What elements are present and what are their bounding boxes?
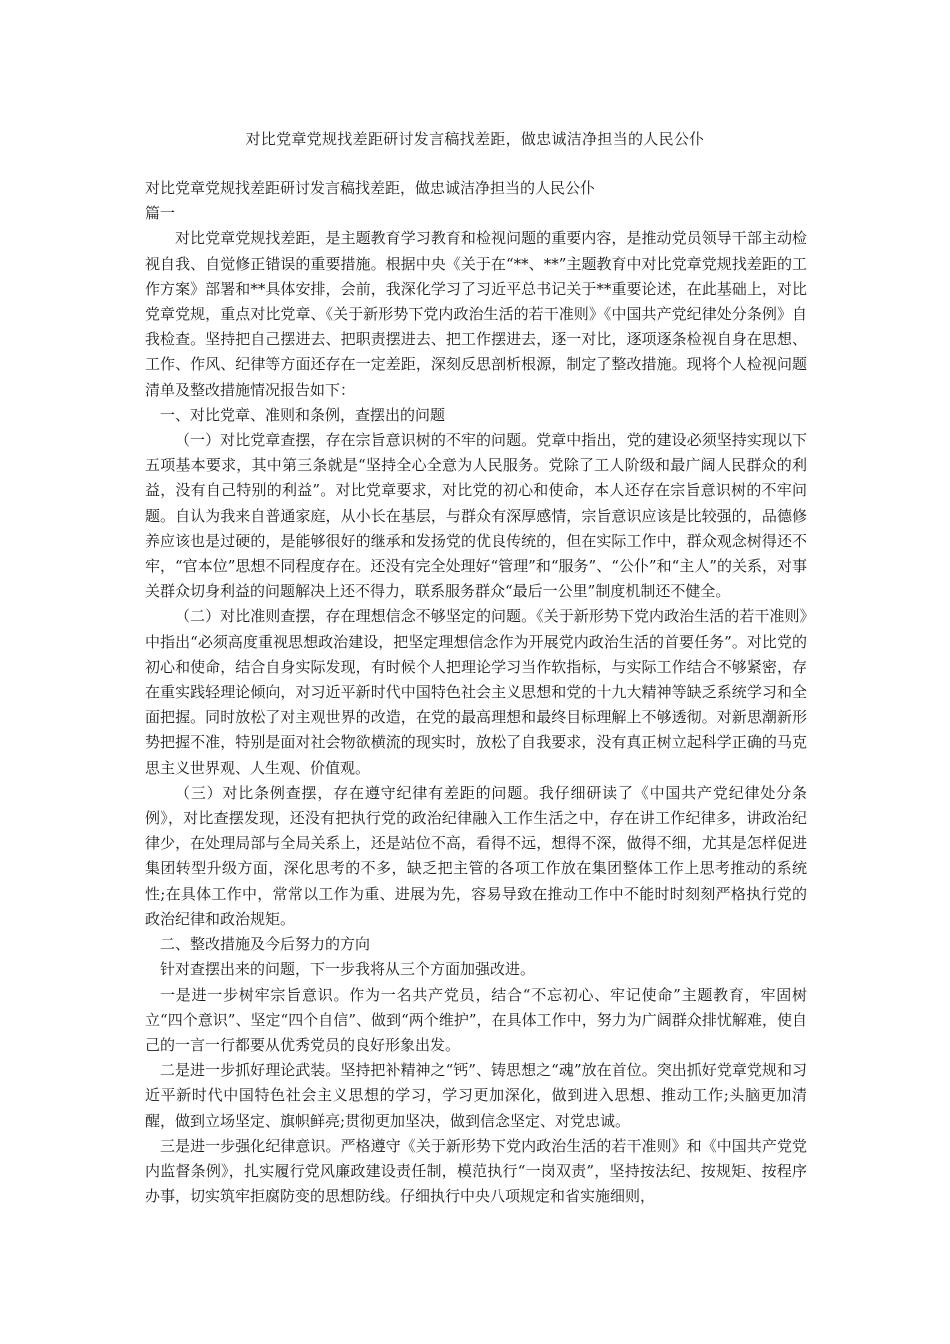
document-subtitle: 对比党章党规找差距研讨发言稿找差距，做忠诚洁净担当的人民公仆: [145, 179, 596, 197]
problem-item-3: （三）对比条例查摆，存在遵守纪律有差距的问题。我仔细研读了《中国共产党纪律处分条例》，对比查摆发现，还没有把执行党的政治纪律融入工作生活之中，存在讲工作纪律多，讲政治纪律少，在处理局部与全局关系上，还是站位不高，看得不远，想得不深，做得不细，尤其是怎样促进集团转型升级方面，深化思考的不多，缺乏把主管的各项工作放在集团整体工作上思考推动的系统性;在具体工作中，常常以工作为重、进展为先，容易导致在推动工作中不能时时刻刻严格执行党的政治纪律和政治规矩。: [145, 783, 807, 928]
problem-item-2: （二）对比准则查摆，存在理想信念不够坚定的问题。《关于新形势下党内政治生活的若干准则》中指出“必须高度重视思想政治建设，把坚定理想信念作为开展党内政治生活的首要任务”。对比党的初心和使命，结合自身实际发现，有时候个人把理论学习当作软指标，与实际工作结合不够紧密，存在重实践轻理论倾向，对习近平新时代中国特色社会主义思想和党的十九大精神等缺乏系统学习和全面把握。同时放松了对主观世界的改造，在党的最高理想和最终目标理解上不够透彻。对新思潮新形势把握不准，特别是面对社会物欲横流的现实时，放松了自我要求，没有真正树立起科学正确的马克思主义世界观、人生观、价值观。: [145, 607, 807, 777]
section-label: 篇一: [145, 204, 176, 223]
problem-item-1: （一）对比党章查摆，存在宗旨意识树的不牢的问题。党章中指出，党的建设必须坚持实现以下五项基本要求，其中第三条就是“坚持全心全意为人民服务。党除了工人阶级和最广阔人民群众的利益，没有自己特别的利益”。对比党章要求，对比党的初心和使命，本人还存在宗旨意识树的不牢问题。自认为我来自普通家庭，从小长在基层，与群众有深厚感情，宗旨意识应该是比较强的，品德修养应该也是过硬的，是能够很好的继承和发扬党的优良传统的，但在实际工作中，群众观念树得还不牢，“官本位”思想不同程度存在。还没有完全处理好“管理”和“服务”、“公仆”和“主人”的关系，对事关群众切身利益的问题解决上还不得力，联系服务群众“最后一公里”制度机制还不健全。: [145, 431, 807, 601]
measures-intro: 针对查摆出来的问题，下一步我将从三个方面加强改进。: [160, 960, 536, 979]
intro-paragraph: 对比党章党规找差距，是主题教育学习教育和检视问题的重要内容，是推动党员领导干部主动检视自我、自觉修正错误的重要措施。根据中央《关于在“**、**”主题教育中对比党章党规找差距的工作方案》部署和**具体安排，会前，我深化学习了习近平总书记关于**重要论述，在此基础上，对比党章党规，重点对比党章、《关于新形势下党内政治生活的若干准则》《中国共产党纪律处分条例》自我检查。坚持把自己摆进去、把职责摆进去、把工作摆进去，逐一对比，逐项逐条检视自身在思想、工作、作风、纪律等方面还存在一定差距，深刻反思剖析根源，制定了整改措施。现将个人检视问题清单及整改措施情况报告如下：: [145, 229, 807, 399]
section-heading-problems: 一、对比党章、准则和条例，查摆出的问题: [160, 405, 446, 424]
document-body: [145, 176, 807, 1209]
measure-item-1: 一是进一步树牢宗旨意识。作为一名共产党员，结合“不忘初心、牢记使命”主题教育，牢固树立“四个意识”、坚定“四个自信”、做到“两个维护”，在具体工作中，努力为广阔群众排忧解难，使自己的一言一行都要从优秀党员的良好形象出发。: [145, 985, 807, 1054]
measure-item-2: 二是进一步抓好理论武装。坚持把补精神之“钙”、铸思想之“魂”放在首位。突出抓好党章党规和习近平新时代中国特色社会主义思想的学习，学习更加深化，做到进入思想、推动工作;头脑更加清醒，做到立场坚定、旗帜鲜亮;贯彻更加坚决，做到信念坚定、对党忠诚。: [145, 1061, 807, 1130]
document-title: 对比党章党规找差距研讨发言稿找差距，做忠诚洁净担当的人民公仆: [245, 130, 705, 148]
section-heading-measures: 二、整改措施及今后努力的方向: [160, 935, 371, 954]
measure-item-3: 三是进一步强化纪律意识。严格遵守《关于新形势下党内政治生活的若干准则》和《中国共产党党内监督条例》，扎实履行党风廉政建设责任制，模范执行“一岗双责”，坚持按法纪、按规矩、按程序办事，切实筑牢拒腐防变的思想防线。仔细执行中央八项规定和省实施细则，: [145, 1136, 807, 1206]
